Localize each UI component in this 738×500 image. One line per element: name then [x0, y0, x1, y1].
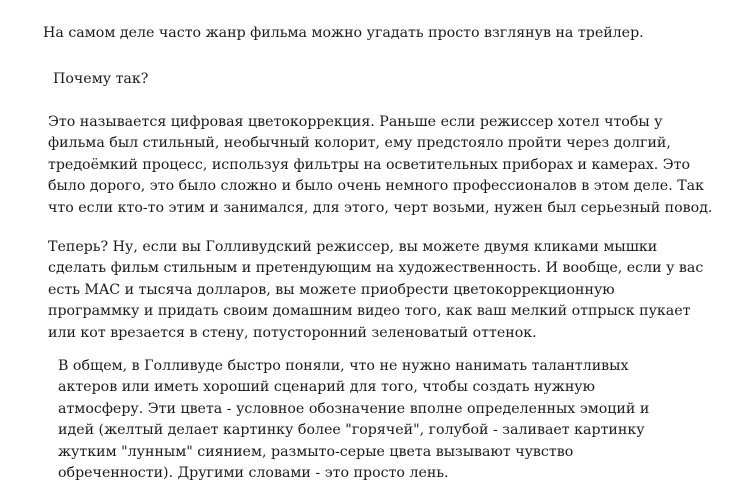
- paragraph-hollywood-director: [48, 237, 703, 344]
- paragraph-line: идей (желтый делает картинку более "горячей", голубой - заливает картинку: [58, 422, 645, 439]
- paragraph-line: В общем, в Голливуде быстро поняли, что не нужно нанимать талантливых: [58, 358, 629, 374]
- paragraph-line: программку и придать своим домашним видео того, как ваш мелкий отпрыск пукает: [48, 303, 691, 320]
- paragraph-line: или кот врезается в стену, потусторонний зеленоватый оттенок.: [48, 324, 537, 341]
- paragraph-line: тредоёмкий процесс, используя фильтры на осветительных приборах и камерах. Это: [48, 156, 691, 173]
- paragraph-line: жутким "лунным" сиянием, размыто-серые цвета вызывают чувство: [58, 443, 574, 460]
- paragraph-line: сделать фильм стильным и претендующим на художественность. И вообще, если у вас: [48, 260, 704, 277]
- paragraph-line: обреченности). Другими словами - это просто лень.: [58, 465, 449, 482]
- paragraph-line: фильма был стильный, необычный колорит, ему предстояло пройти через долгий,: [48, 135, 671, 152]
- paragraph-color-grading: [48, 112, 712, 219]
- paragraph-line: было дорого, это было сложно и было очень немного профессионалов в этом деле. Так: [48, 178, 704, 195]
- paragraph-line: актеров или иметь хороший сценарий для того, чтобы создать нужную: [58, 379, 595, 396]
- paragraph-conclusion: [58, 356, 649, 484]
- heading-text: На самом деле часто жанр фильма можно угадать просто взглянув на трейлер.: [43, 25, 644, 41]
- question-text: Почему так?: [53, 71, 149, 87]
- paragraph-line: Это называется цифровая цветокоррекция. Раньше если режиссер хотел чтобы у: [48, 114, 663, 130]
- paragraph-line: Теперь? Ну, если вы Голливудский режиссер, вы можете двумя кликами мышки: [48, 239, 658, 255]
- paragraph-line: атмосферу. Эти цвета - условное обозначение вполне определенных эмоций и: [58, 400, 650, 417]
- paragraph-line: есть MAC и тысяча долларов, вы можете приобрести цветокоррекционную: [48, 281, 615, 298]
- paragraph-line: что если кто-то этим и занимался, для этого, черт возьми, нужен был серьезный повод.: [48, 199, 713, 216]
